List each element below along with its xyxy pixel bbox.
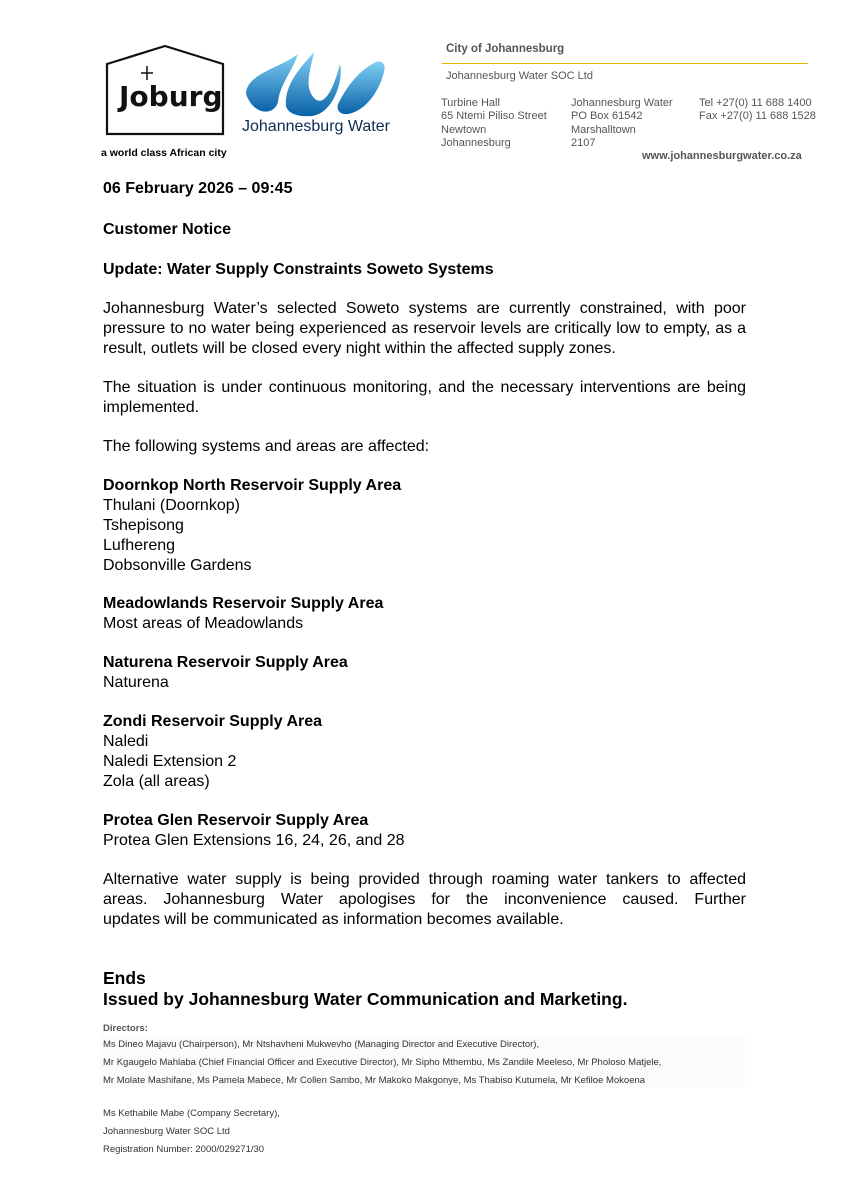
closing-line: Alternative water supply is being provided through roaming water tankers to affected — [103, 871, 746, 888]
address-line: Newtown — [441, 123, 487, 136]
header-entity-name: Johannesburg Water SOC Ltd — [446, 70, 593, 82]
address-line: 2107 — [571, 137, 596, 150]
area-item: Naledi Extension 2 — [103, 753, 237, 770]
supply-area-heading: Meadowlands Reservoir Supply Area — [103, 595, 384, 612]
joburg-logo — [105, 44, 225, 136]
address-line: Turbine Hall — [441, 97, 500, 109]
notice-date: 06 February 2026 – 09:45 — [103, 180, 293, 197]
issued-by: Issued by Johannesburg Water Communication and Marketing. — [103, 989, 628, 1009]
supply-area-meadowlands — [103, 594, 746, 634]
supply-area-heading: Doornkop North Reservoir Supply Area — [103, 477, 402, 494]
supply-area-heading: Zondi Reservoir Supply Area — [103, 713, 323, 730]
closing-paragraph — [103, 870, 746, 930]
contact-numbers — [699, 97, 816, 124]
directors-line: Mr Kgaugelo Mahlaba (Chief Financial Officer and Executive Director), Mr Sipho Mthembu, Ms Zandile Meeleso, Mr Pholoso Matjele, — [103, 1057, 662, 1068]
closing-line: updates will be communicated as information becomes available. — [103, 911, 564, 928]
ends-label: Ends — [103, 968, 146, 988]
area-item: Naledi — [103, 733, 149, 750]
company-name: Johannesburg Water SOC Ltd — [103, 1126, 230, 1137]
address-line: Marshalltown — [571, 123, 636, 136]
supply-area-doornkop-north — [103, 476, 746, 576]
fax: Fax +27(0) 11 688 1528 — [699, 110, 816, 123]
header-divider — [442, 63, 808, 64]
area-item: Protea Glen Extensions 16, 24, 26, and 28 — [103, 832, 405, 849]
address-line: Johannesburg — [441, 137, 511, 150]
jw-wordmark: Johannesburg Water — [242, 118, 390, 135]
area-item: Naturena — [103, 674, 169, 691]
directors-line: Ms Dineo Majavu (Chairperson), Mr Ntshavheni Mukwevho (Managing Director and Executive Director), — [103, 1039, 540, 1050]
joburg-tagline: a world class African city — [101, 147, 227, 159]
company-secretary: Ms Kethabile Mabe (Company Secretary), — [103, 1108, 280, 1119]
supply-area-zondi — [103, 712, 746, 792]
notice-type: Customer Notice — [103, 221, 232, 238]
affected-intro: The following systems and areas are affected: — [103, 438, 430, 455]
area-item: Most areas of Meadowlands — [103, 615, 304, 632]
area-item: Zola (all areas) — [103, 773, 210, 790]
address-line: 65 Ntemi Piliso Street — [441, 110, 547, 123]
intro-paragraph: Johannesburg Water’s selected Soweto systems are currently constrained, with poor pressure to no water being experienced as reservoir levels are critically low to empty, as a result, outlets will be closed every night within the affected supply zones. — [103, 300, 746, 357]
directors-line: Mr Molate Mashifane, Ms Pamela Mabece, Mr Collen Sambo, Mr Makoko Makgonye, Ms Thabiso Kutumela, Mr Kefiloe Mokoena — [103, 1075, 646, 1086]
notice-title: Update: Water Supply Constraints Soweto Systems — [103, 261, 494, 278]
supply-area-naturena — [103, 653, 746, 693]
header-city-name: City of Johannesburg — [446, 43, 565, 55]
area-item: Tshepisong — [103, 517, 184, 534]
website-link[interactable]: www.johannesburgwater.co.za — [642, 150, 802, 162]
supply-area-heading: Naturena Reservoir Supply Area — [103, 654, 348, 671]
johannesburg-water-logo — [240, 44, 390, 124]
area-item: Dobsonville Gardens — [103, 557, 252, 574]
area-item: Lufhereng — [103, 537, 176, 554]
telephone: Tel +27(0) 11 688 1400 — [699, 97, 812, 109]
address-line: Johannesburg Water — [571, 97, 673, 109]
address-line: PO Box 61542 — [571, 110, 643, 123]
directors-label: Directors: — [103, 1023, 148, 1034]
supply-area-protea-glen — [103, 811, 746, 851]
area-item: Thulani (Doornkop) — [103, 497, 240, 514]
closing-line: areas. Johannesburg Water apologises for the inconvenience caused. Further — [103, 891, 746, 908]
supply-area-heading: Protea Glen Reservoir Supply Area — [103, 812, 369, 829]
joburg-wordmark: Joburg — [119, 80, 223, 113]
registration-number: Registration Number: 2000/029271/30 — [103, 1144, 265, 1155]
physical-address — [441, 97, 547, 151]
postal-address — [571, 97, 673, 151]
monitoring-paragraph: The situation is under continuous monitoring, and the necessary interventions are being implemented. — [103, 379, 746, 416]
